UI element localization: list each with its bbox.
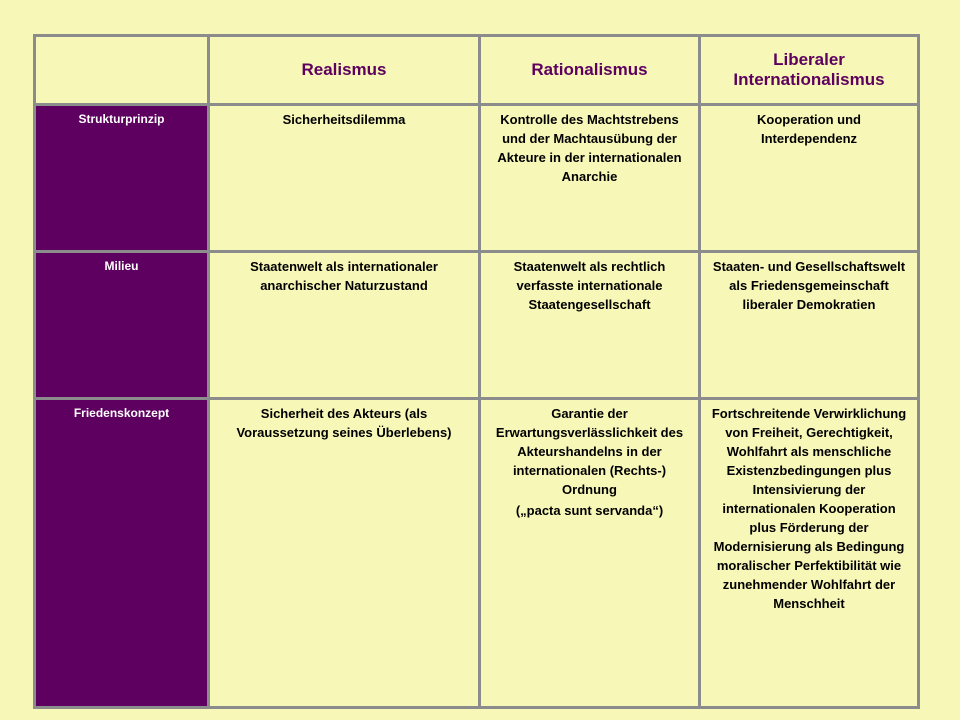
cell-friedenskonzept-realismus: Sicherheit des Akteurs (als Voraussetzung seines Überlebens) bbox=[209, 399, 480, 708]
cell-milieu-realismus: Staatenwelt als internationaler anarchischer Naturzustand bbox=[209, 252, 480, 399]
comparison-table bbox=[33, 34, 920, 709]
header-realismus: Realismus bbox=[209, 36, 480, 105]
header-rationalismus: Rationalismus bbox=[480, 36, 700, 105]
cell-friedenskonzept-liberaler-internationalismus: Fortschreitende Verwirklichung von Freiheit, Gerechtigkeit, Wohlfahrt als menschliche Existenzbedingungen plus Intensivierung der internationalen Kooperation plus Förderung der Modernisierung als Bedingung moralischer Perfektibilität wie zunehmender Wohlfahrt der Menschheit bbox=[700, 399, 919, 708]
table-row bbox=[35, 105, 919, 252]
cell-milieu-rationalismus: Staatenwelt als rechtlich verfasste internationale Staatengesellschaft bbox=[480, 252, 700, 399]
header-liberaler-internationalismus: Liberaler Internationalismus bbox=[700, 36, 919, 105]
pacta-sunt-servanda-note: („pacta sunt servanda“) bbox=[515, 503, 664, 518]
table-row bbox=[35, 399, 919, 708]
header-row bbox=[35, 36, 919, 105]
cell-strukturprinzip-realismus: Sicherheitsdilemma bbox=[209, 105, 480, 252]
row-label-strukturprinzip: Strukturprinzip bbox=[35, 105, 209, 252]
row-label-milieu: Milieu bbox=[35, 252, 209, 399]
cell-friedenskonzept-rationalismus-text: Garantie der Erwartungsverlässlichkeit des Akteurshandelns in der internationalen (Rechts-) Ordnung bbox=[495, 406, 684, 497]
cell-friedenskonzept-rationalismus bbox=[480, 399, 700, 708]
cell-strukturprinzip-rationalismus: Kontrolle des Machtstrebens und der Machtausübung der Akteure in der internationalen Anarchie bbox=[480, 105, 700, 252]
cell-strukturprinzip-liberaler-internationalismus: Kooperation und Interdependenz bbox=[700, 105, 919, 252]
table-row bbox=[35, 252, 919, 399]
row-label-friedenskonzept: Friedenskonzept bbox=[35, 399, 209, 708]
header-corner-cell bbox=[35, 36, 209, 105]
cell-milieu-liberaler-internationalismus: Staaten- und Gesellschaftswelt als Friedensgemeinschaft liberaler Demokratien bbox=[700, 252, 919, 399]
